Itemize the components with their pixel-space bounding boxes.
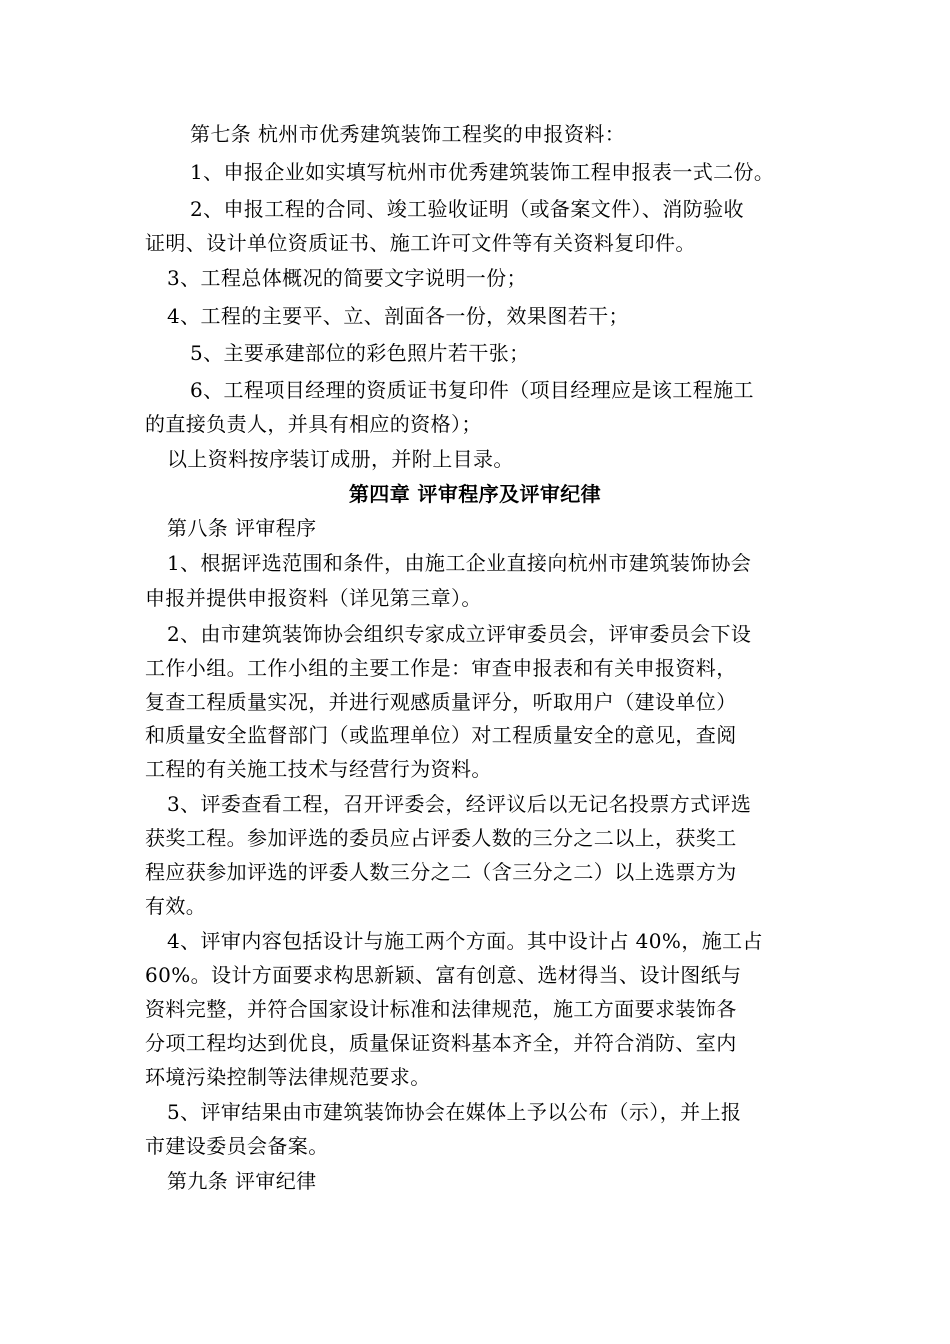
article-8-item-4-line-4: 分项工程均达到优良，质量保证资料基本齐全，并符合消防、室内: [145, 1031, 737, 1055]
article-7-item-1: 1、申报企业如实填写杭州市优秀建筑装饰工程申报表一式二份。: [190, 160, 775, 184]
article-7-item-5: 5、主要承建部位的彩色照片若干张；: [190, 341, 530, 365]
article-8-item-2-line-3: 复查工程质量实况，并进行观感质量评分，听取用户（建设单位）: [145, 690, 737, 714]
article-8-item-2-line-4: 和质量安全监督部门（或监理单位）对工程质量安全的意见，查阅: [145, 723, 737, 747]
article-7-closing: 以上资料按序装订成册，并附上目录。: [167, 447, 514, 471]
article-7-item-6-line-1: 6、工程项目经理的资质证书复印件（项目经理应是该工程施工: [190, 378, 754, 402]
article-8-item-2-line-5: 工程的有关施工技术与经营行为资料。: [145, 757, 492, 781]
article-8-item-5-line-2: 市建设委员会备案。: [145, 1134, 329, 1158]
article-8-item-4-line-5: 环境污染控制等法律规范要求。: [145, 1065, 431, 1089]
article-7-item-3: 3、工程总体概况的简要文字说明一份；: [167, 266, 527, 290]
article-7-item-2-line-2: 证明、设计单位资质证书、施工许可文件等有关资料复印件。: [145, 231, 696, 255]
article-8-item-4-line-1: 4、评审内容包括设计与施工两个方面。其中设计占 40%，施工占: [167, 929, 763, 953]
article-8-item-4-line-3: 资料完整，并符合国家设计标准和法律规范，施工方面要求装饰各: [145, 997, 737, 1021]
chapter-4-heading: 第四章 评审程序及评审纪律: [348, 482, 602, 506]
article-7-title: 第七条 杭州市优秀建筑装饰工程奖的申报资料：: [190, 122, 626, 146]
article-8-item-5-line-1: 5、评审结果由市建筑装饰协会在媒体上予以公布（示），并上报: [167, 1100, 742, 1124]
article-8-title: 第八条 评审程序: [167, 516, 317, 540]
article-9-title: 第九条 评审纪律: [167, 1169, 317, 1193]
article-7-item-4: 4、工程的主要平、立、剖面各一份，效果图若干；: [167, 304, 629, 328]
article-8-item-4-line-2: 60%。设计方面要求构思新颖、富有创意、选材得当、设计图纸与: [145, 963, 742, 987]
article-8-item-1-line-1: 1、根据评选范围和条件，由施工企业直接向杭州市建筑装饰协会: [167, 551, 752, 575]
article-8-item-3-line-1: 3、评委查看工程，召开评委会，经评议后以无记名投票方式评选: [167, 792, 752, 816]
article-8-item-2-line-1: 2、由市建筑装饰协会组织专家成立评审委员会，评审委员会下设: [167, 622, 752, 646]
article-8-item-2-line-2: 工作小组。工作小组的主要工作是：审查申报表和有关申报资料，: [145, 656, 737, 680]
article-8-item-3-line-2: 获奖工程。参加评选的委员应占评委人数的三分之二以上，获奖工: [145, 826, 737, 850]
article-8-item-3-line-4: 有效。: [145, 894, 207, 918]
article-7-item-6-line-2: 的直接负责人，并具有相应的资格）；: [145, 412, 482, 436]
article-8-item-1-line-2: 申报并提供申报资料（详见第三章）。: [145, 586, 482, 610]
article-7-item-2-line-1: 2、申报工程的合同、竣工验收证明（或备案文件）、消防验收: [190, 197, 744, 221]
article-8-item-3-line-3: 程应获参加评选的评委人数三分之二（含三分之二）以上选票方为: [145, 860, 737, 884]
